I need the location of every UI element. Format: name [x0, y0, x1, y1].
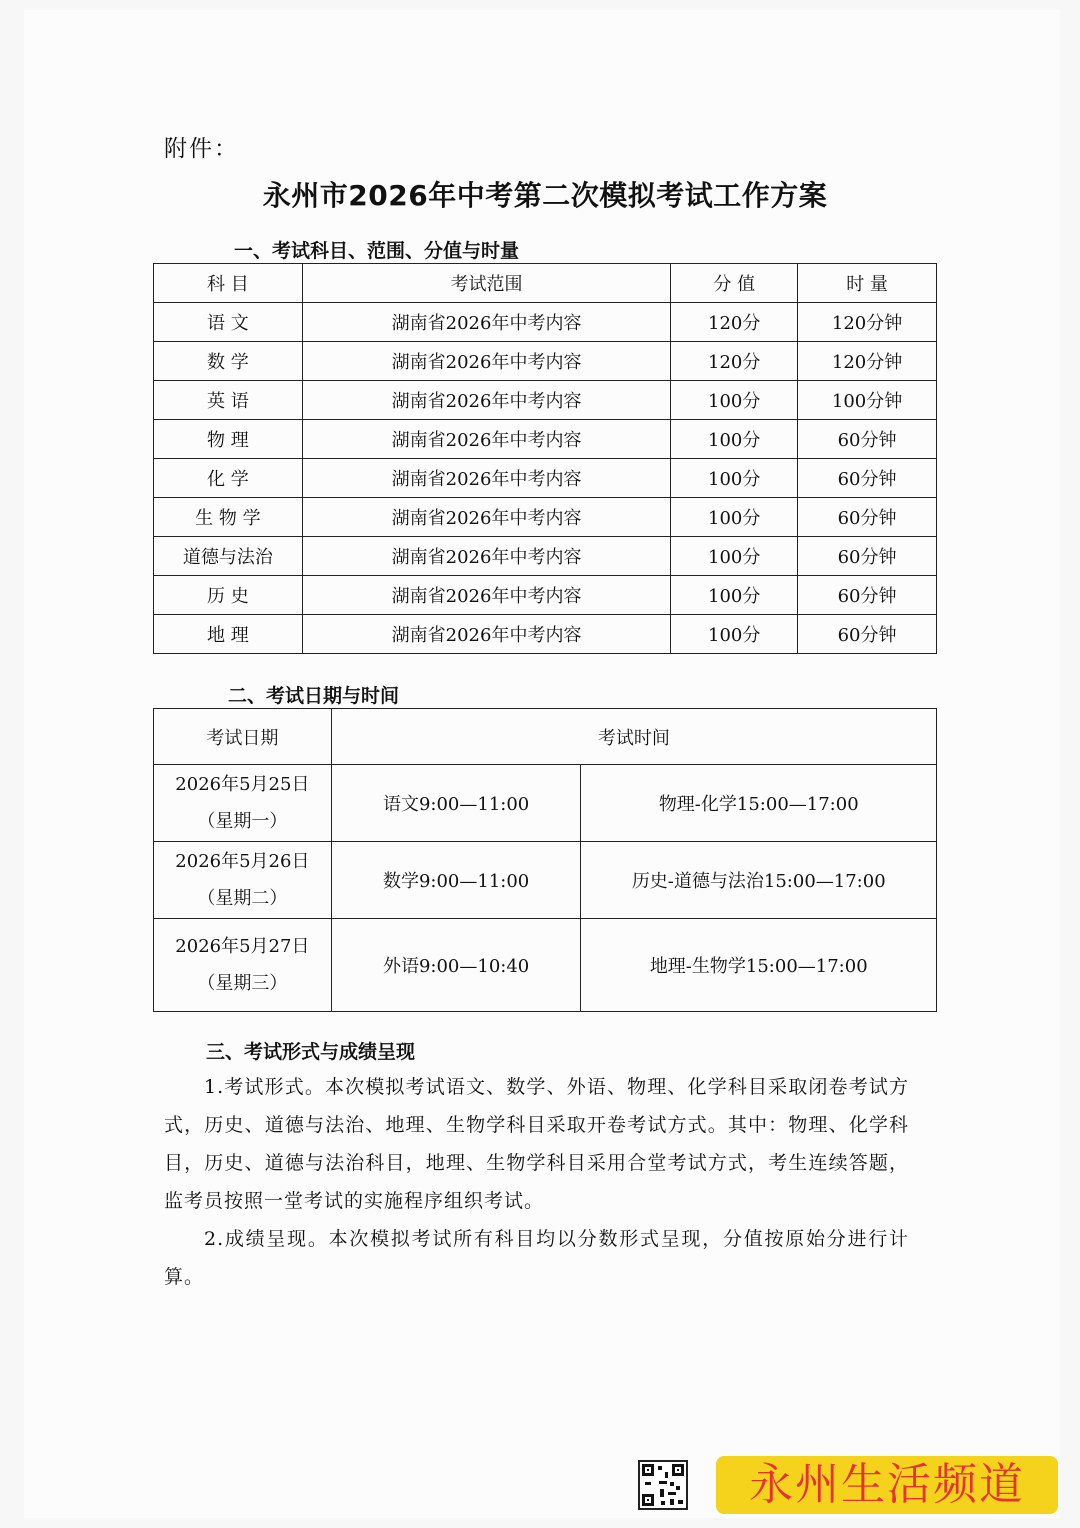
- paragraph-exam-format: 1.考试形式。本次模拟考试语文、数学、外语、物理、化学科目采取闭卷考试方式，历史、道德与法治、地理、生物学科目采取开卷考试方式。其中：物理、化学科目，历史、道德与法治科目，地理、生物学科目采用合堂考试方式，考生连续答题，监考员按照一堂考试的实施程序组织考试。: [164, 1076, 909, 1212]
- score-cell: 120分: [671, 342, 798, 381]
- scope-cell: 湖南省2026年中考内容: [302, 381, 671, 420]
- header-exam-time: 考试时间: [331, 709, 936, 765]
- scope-cell: 湖南省2026年中考内容: [302, 303, 671, 342]
- section3-heading: 三、考试形式与成绩呈现: [206, 1041, 416, 1063]
- duration-cell: 60分钟: [798, 576, 937, 615]
- subject-cell: 道德与法治: [154, 537, 303, 576]
- date-cell: [154, 842, 332, 919]
- morning-session: 数学9:00—11:00: [331, 842, 581, 919]
- attachment-label: 附件：: [164, 136, 239, 162]
- document-title: 永州市2026年中考第二次模拟考试工作方案: [262, 179, 828, 212]
- score-cell: 100分: [671, 381, 798, 420]
- scope-cell: 湖南省2026年中考内容: [302, 459, 671, 498]
- header-scope: 考试范围: [302, 264, 671, 303]
- duration-cell: 60分钟: [798, 498, 937, 537]
- scope-cell: 湖南省2026年中考内容: [302, 342, 671, 381]
- score-cell: 100分: [671, 420, 798, 459]
- table-header-row: [154, 709, 937, 765]
- duration-cell: 100分钟: [798, 381, 937, 420]
- scope-cell: 湖南省2026年中考内容: [302, 537, 671, 576]
- duration-cell: 60分钟: [798, 420, 937, 459]
- subject-cell: 地 理: [154, 615, 303, 654]
- table-row: [154, 765, 937, 842]
- weekday-text: （星期一）: [197, 811, 288, 832]
- duration-cell: 120分钟: [798, 342, 937, 381]
- subject-cell: 英 语: [154, 381, 303, 420]
- table-row: [154, 342, 937, 381]
- date-cell: [154, 919, 332, 1012]
- morning-session: 语文9:00—11:00: [331, 765, 581, 842]
- subject-cell: 历 史: [154, 576, 303, 615]
- table-row: [154, 576, 937, 615]
- afternoon-session: 地理-生物学15:00—17:00: [581, 919, 937, 1012]
- table-row: [154, 842, 937, 919]
- morning-session: 外语9:00—10:40: [331, 919, 581, 1012]
- paragraph-score-presentation: 2.成绩呈现。本次模拟考试所有科目均以分数形式呈现，分值按原始分进行计算。: [164, 1228, 909, 1288]
- score-cell: 100分: [671, 537, 798, 576]
- subject-cell: 物 理: [154, 420, 303, 459]
- scope-cell: 湖南省2026年中考内容: [302, 420, 671, 459]
- header-duration: 时 量: [798, 264, 937, 303]
- subject-cell: 语 文: [154, 303, 303, 342]
- subject-cell: 化 学: [154, 459, 303, 498]
- table-row: [154, 919, 937, 1012]
- table-row: [154, 537, 937, 576]
- duration-cell: 60分钟: [798, 615, 937, 654]
- table-header-row: [154, 264, 937, 303]
- score-cell: 100分: [671, 459, 798, 498]
- subject-cell: 数 学: [154, 342, 303, 381]
- afternoon-session: 物理-化学15:00—17:00: [581, 765, 937, 842]
- score-cell: 120分: [671, 303, 798, 342]
- header-score: 分 值: [671, 264, 798, 303]
- schedule-table: [153, 708, 937, 1012]
- date-cell: [154, 765, 332, 842]
- subjects-table: [153, 263, 937, 654]
- header-exam-date: 考试日期: [154, 709, 332, 765]
- table-row: [154, 498, 937, 537]
- date-text: 2026年5月26日: [175, 851, 310, 872]
- duration-cell: 60分钟: [798, 459, 937, 498]
- section2-heading: 二、考试日期与时间: [228, 685, 400, 707]
- afternoon-session: 历史-道德与法治15:00—17:00: [581, 842, 937, 919]
- duration-cell: 120分钟: [798, 303, 937, 342]
- table-row: [154, 459, 937, 498]
- duration-cell: 60分钟: [798, 537, 937, 576]
- weekday-text: （星期三）: [197, 973, 288, 994]
- score-cell: 100分: [671, 498, 798, 537]
- table-row: [154, 420, 937, 459]
- channel-watermark: 永州生活频道: [716, 1456, 1058, 1514]
- score-cell: 100分: [671, 576, 798, 615]
- section1-heading: 一、考试科目、范围、分值与时量: [234, 240, 520, 262]
- weekday-text: （星期二）: [197, 888, 288, 909]
- table-row: [154, 381, 937, 420]
- subject-cell: 生 物 学: [154, 498, 303, 537]
- table-row: [154, 303, 937, 342]
- date-text: 2026年5月27日: [175, 936, 310, 957]
- table-row: [154, 615, 937, 654]
- score-cell: 100分: [671, 615, 798, 654]
- qr-code-icon: [638, 1460, 688, 1510]
- header-subject: 科 目: [154, 264, 303, 303]
- scope-cell: 湖南省2026年中考内容: [302, 615, 671, 654]
- scope-cell: 湖南省2026年中考内容: [302, 498, 671, 537]
- scope-cell: 湖南省2026年中考内容: [302, 576, 671, 615]
- date-text: 2026年5月25日: [175, 774, 310, 795]
